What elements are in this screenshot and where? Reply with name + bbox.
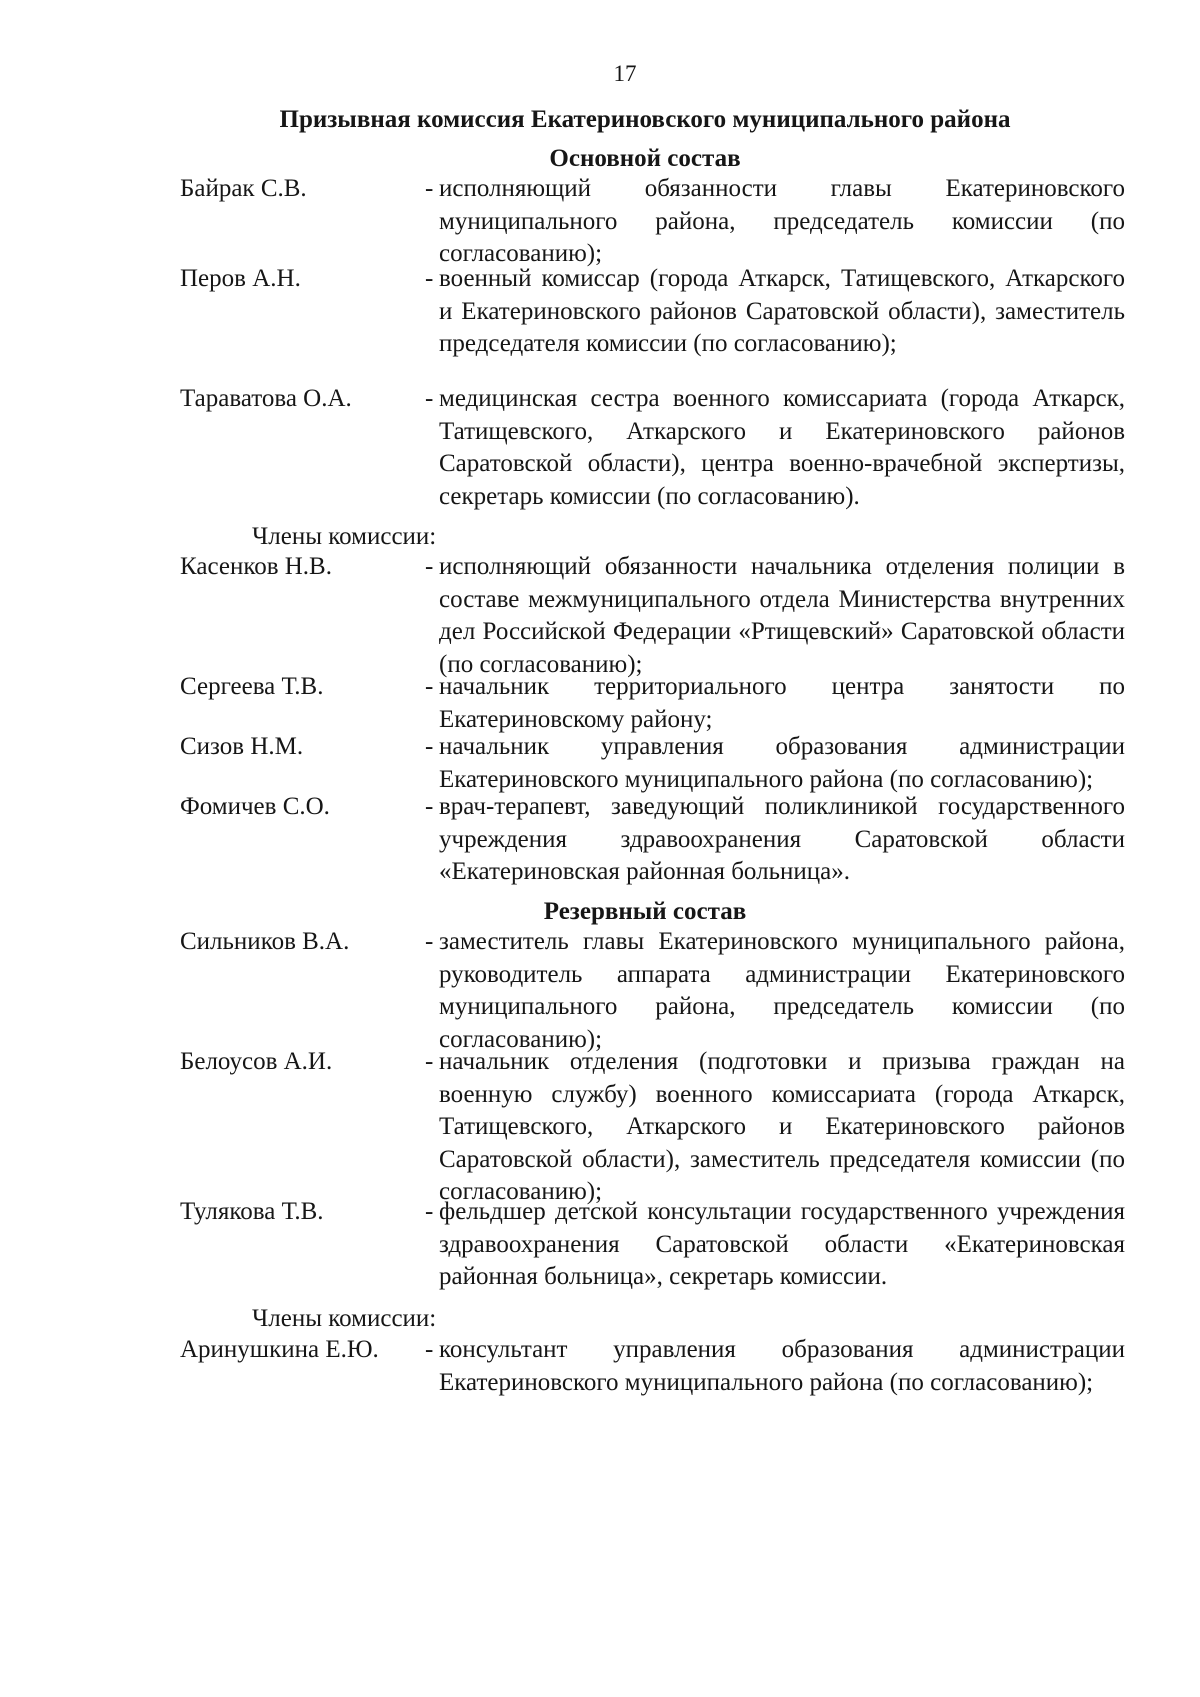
main-composition-heading: Основной состав <box>549 145 741 172</box>
member-name: Аринушкина Е.Ю. <box>180 1336 379 1363</box>
dash-separator: - <box>425 385 434 412</box>
member-position: начальник управления образования администрации Екатериновского муниципального района (по согласованию); <box>439 733 1125 793</box>
main-member-1 <box>180 551 1125 681</box>
dash-separator: - <box>425 733 434 760</box>
member-name: Тараватова О.А. <box>180 385 352 412</box>
dash-separator: - <box>425 928 434 955</box>
member-position: исполняющий обязанности главы Екатериновского муниципального района, председатель комиссии (по согласованию); <box>439 175 1125 267</box>
reserve-entry-1 <box>180 926 1125 1056</box>
main-member-4 <box>180 791 1125 889</box>
member-name: Белоусов А.И. <box>180 1048 333 1075</box>
members-label: Члены комиссии: <box>252 1305 437 1332</box>
member-position: исполняющий обязанности начальника отделения полиции в составе межмуниципального отдела Министерства внутренних дел Российской Федерации «Ртищевский» Саратовской области (по согласованию); <box>439 553 1125 678</box>
member-name: Касенков Н.В. <box>180 553 332 580</box>
member-name: Фомичев С.О. <box>180 793 330 820</box>
member-name: Сергеева Т.В. <box>180 673 324 700</box>
members-label: Члены комиссии: <box>252 523 437 550</box>
main-entry-3 <box>180 383 1125 513</box>
reserve-member-1 <box>180 1334 1125 1399</box>
member-name: Сизов Н.М. <box>180 733 304 760</box>
main-entry-1 <box>180 173 1125 271</box>
reserve-entry-2 <box>180 1046 1125 1209</box>
document-title: Призывная комиссия Екатериновского муниципального района <box>279 106 1011 133</box>
member-position: медицинская сестра военного комиссариата (города Аткарск, Татищевского, Аткарского и Екатериновского районов Саратовской области), центра военно-врачебной экспертизы, секретарь комиссии (по согласованию). <box>439 385 1125 510</box>
dash-separator: - <box>425 673 434 700</box>
member-name: Перов А.Н. <box>180 265 301 292</box>
member-name: Тулякова Т.В. <box>180 1198 324 1225</box>
page-number: 17 <box>613 61 637 86</box>
member-position: начальник отделения (подготовки и призыва граждан на военную службу) военного комиссариата (города Аткарск, Татищевского, Аткарского и Екатериновского районов Саратовской области), заместитель председателя комиссии (по согласованию); <box>439 1048 1125 1205</box>
main-member-3 <box>180 731 1125 796</box>
dash-separator: - <box>425 553 434 580</box>
reserve-entry-3 <box>180 1196 1125 1294</box>
member-position: фельдшер детской консультации государственного учреждения здравоохранения Саратовской области «Екатериновская районная больница», секретарь комиссии. <box>439 1198 1125 1290</box>
main-member-2 <box>180 671 1125 736</box>
member-position: консультант управления образования администрации Екатериновского муниципального района (по согласованию); <box>439 1336 1125 1396</box>
member-position: начальник территориального центра занятости по Екатериновскому району; <box>439 673 1125 733</box>
member-position: врач-терапевт, заведующий поликлиникой государственного учреждения здравоохранения Саратовской области «Екатериновская районная больница». <box>439 793 1125 885</box>
dash-separator: - <box>425 1198 434 1225</box>
member-position: заместитель главы Екатериновского муниципального района, руководитель аппарата администрации Екатериновского муниципального района, председатель комиссии (по согласованию); <box>439 928 1125 1053</box>
dash-separator: - <box>425 265 434 292</box>
member-name: Сильников В.А. <box>180 928 350 955</box>
dash-separator: - <box>425 1048 434 1075</box>
member-name: Байрак С.В. <box>180 175 307 202</box>
main-entry-2 <box>180 263 1125 361</box>
member-position: военный комиссар (города Аткарск, Татищевского, Аткарского и Екатериновского районов Саратовской области), заместитель председателя комиссии (по согласованию); <box>439 265 1125 357</box>
dash-separator: - <box>425 1336 434 1363</box>
dash-separator: - <box>425 175 434 202</box>
dash-separator: - <box>425 793 434 820</box>
reserve-composition-heading: Резервный состав <box>543 898 747 925</box>
